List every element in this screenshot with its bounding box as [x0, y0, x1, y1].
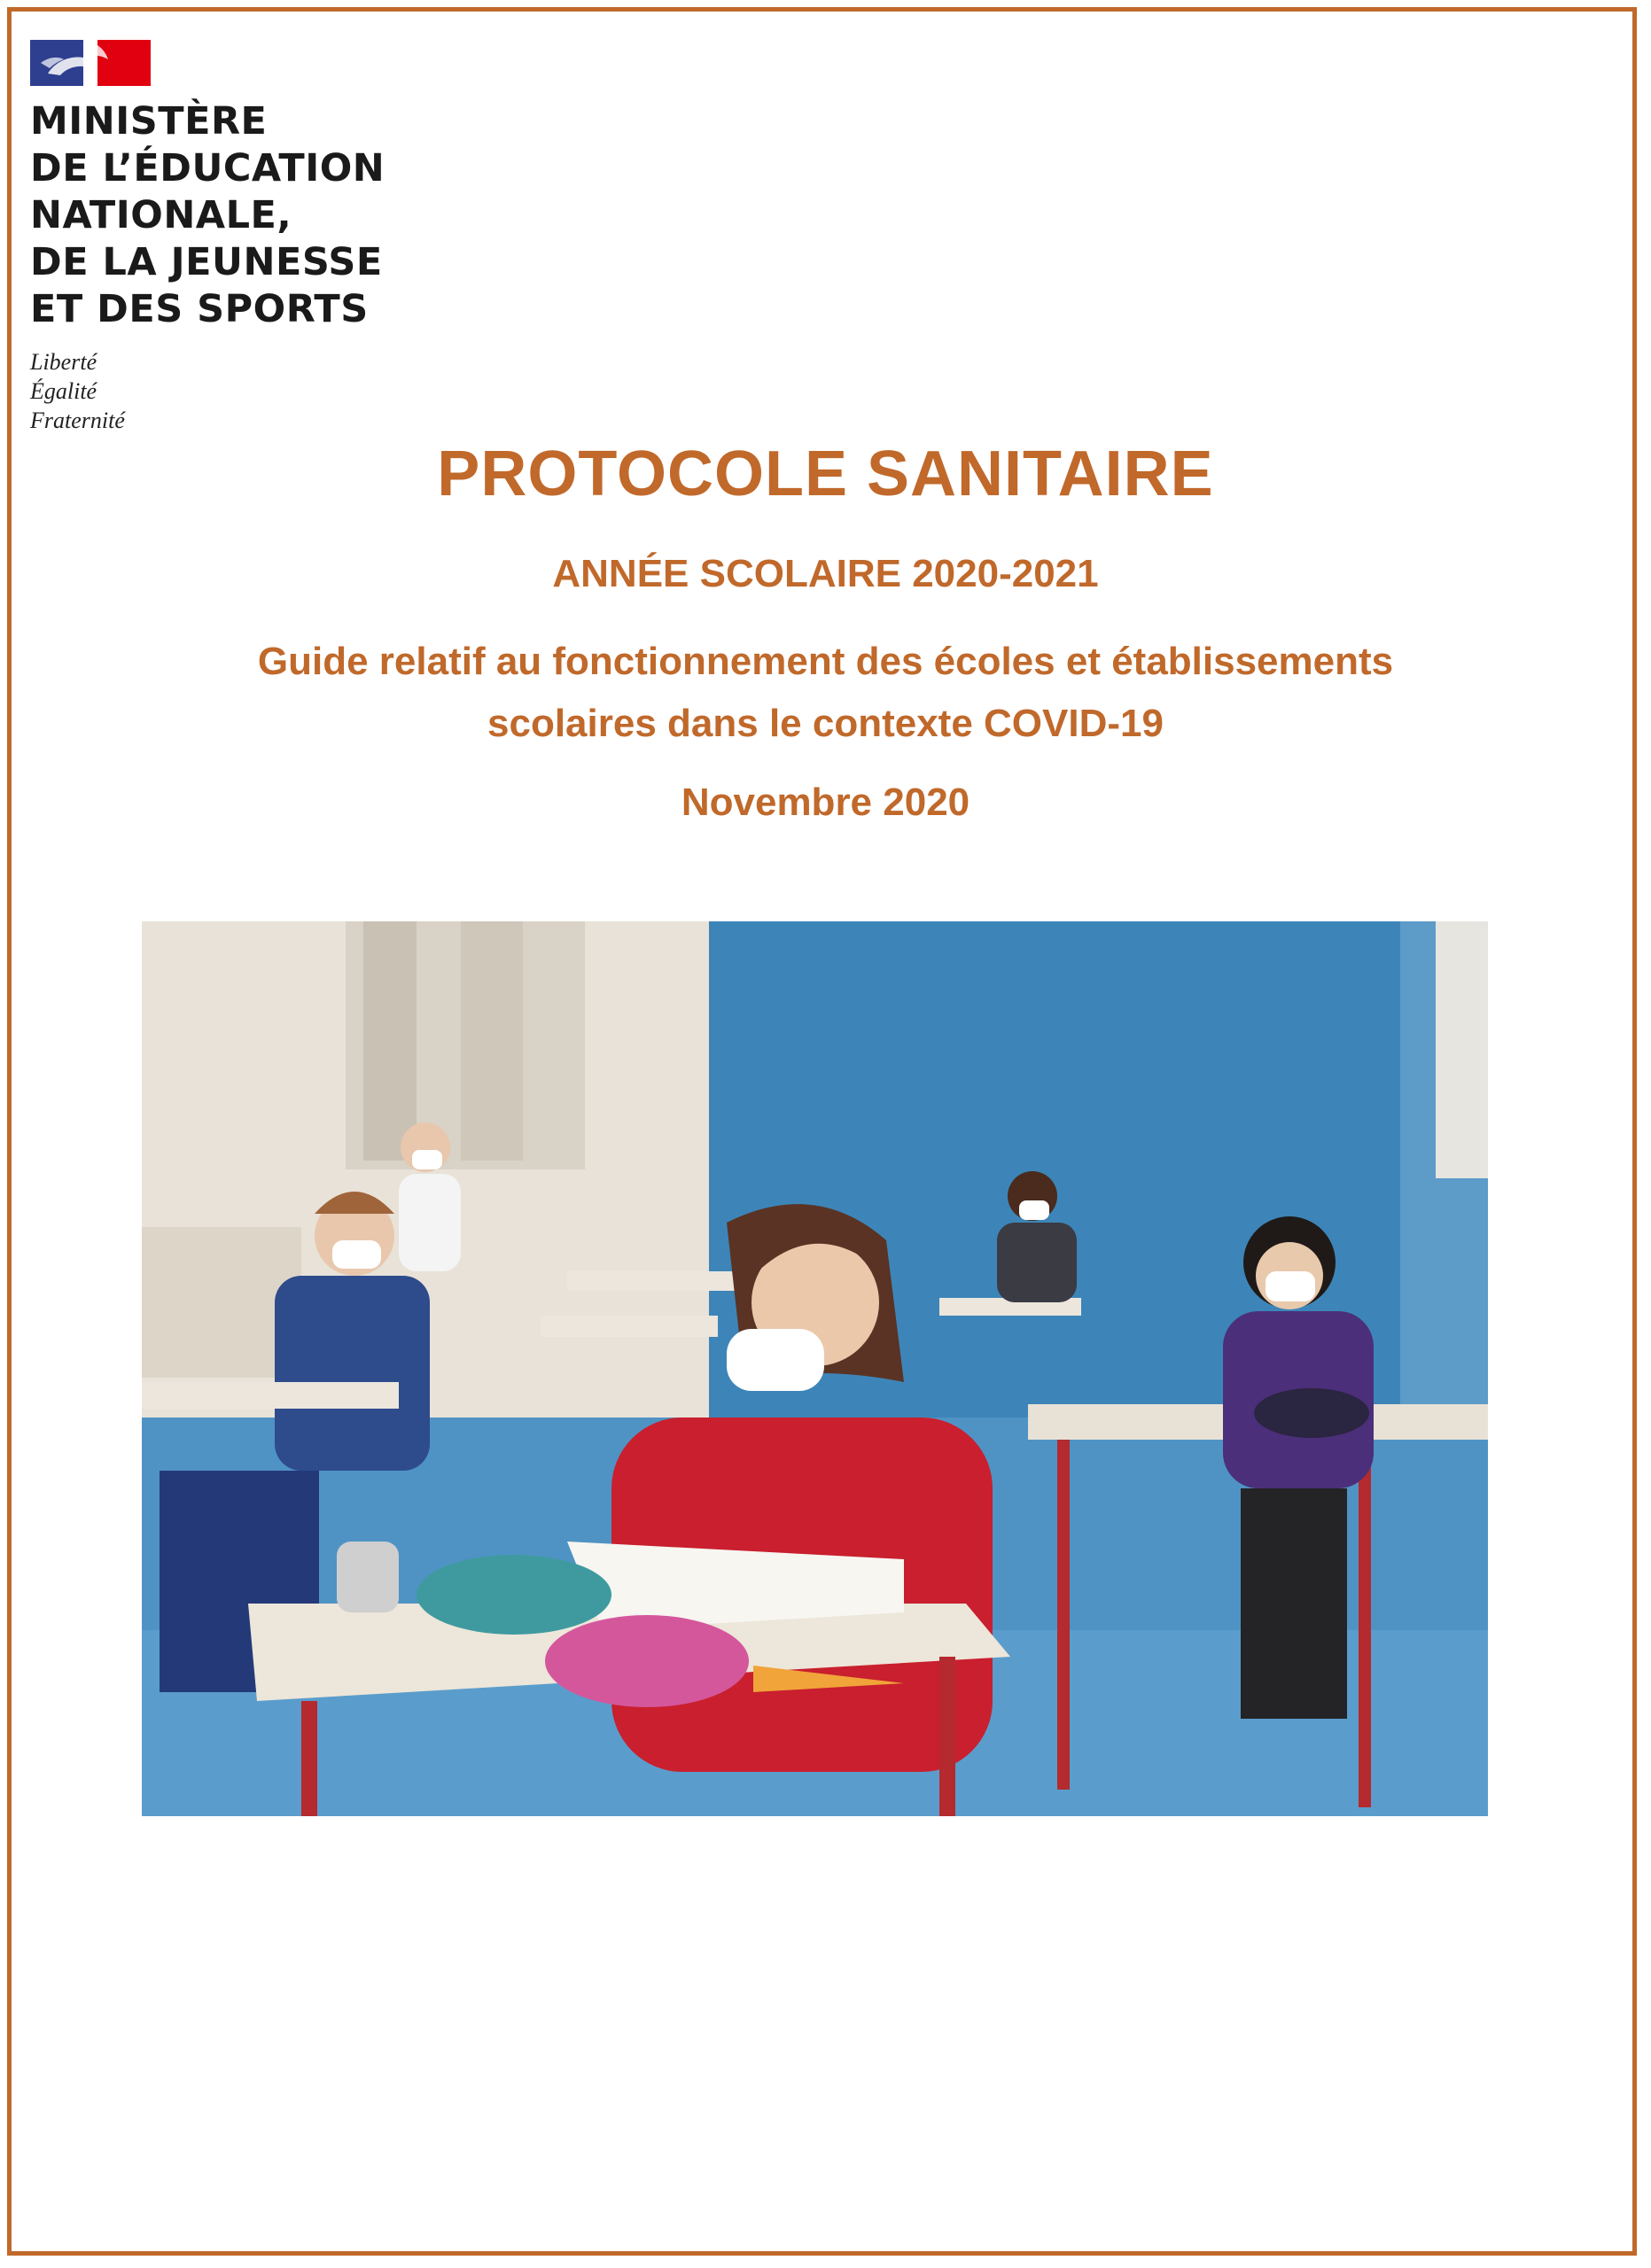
motto-line: Liberté: [30, 349, 97, 375]
ministry-line: ET DES SPORTS: [30, 287, 369, 331]
ministry-line: NATIONALE,: [30, 193, 292, 237]
guide-line: Guide relatif au fonctionnement des écoles et établissements: [257, 640, 1394, 683]
ministry-line: DE L’ÉDUCATION: [30, 146, 385, 190]
publication-date: Novembre 2020: [681, 781, 970, 824]
document-title: PROTOCOLE SANITAIRE: [437, 439, 1214, 509]
cover-titles: [0, 434, 1651, 827]
ministry-line: DE LA JEUNESSE: [30, 240, 383, 284]
classroom-photo-icon: [142, 921, 1488, 1816]
republic-motto: [30, 347, 438, 435]
marianne-flag-icon: [30, 40, 151, 86]
guide-line: scolaires dans le contexte COVID-19: [487, 702, 1164, 745]
ministry-name: [30, 98, 438, 333]
guide-subtitle: [0, 631, 1651, 755]
school-year: ANNÉE SCOLAIRE 2020-2021: [552, 552, 1099, 595]
ministry-line: MINISTÈRE: [30, 99, 268, 144]
motto-line: Fraternité: [30, 408, 125, 433]
classroom-photo: [142, 921, 1488, 1816]
ministry-logo: [30, 40, 438, 435]
motto-line: Égalité: [30, 378, 97, 404]
